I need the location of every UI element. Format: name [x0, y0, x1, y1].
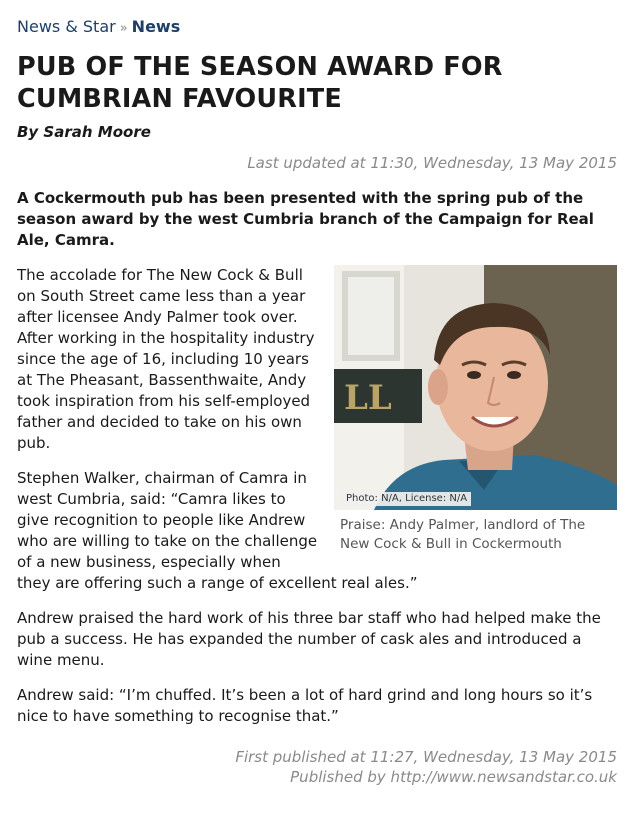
article-photo[interactable]: [334, 265, 617, 510]
breadcrumb-section-link[interactable]: News: [131, 17, 181, 36]
photo-credit-label: Photo: N/A, License: N/A: [342, 492, 471, 506]
pub-sign-text: LL: [344, 378, 392, 418]
article-paragraph: Andrew praised the hard work of his three bar staff who had helped make the pub a success. He has expanded the number of cask ales and introduced a wine menu.: [17, 609, 601, 669]
portrait-image: [334, 265, 617, 510]
publisher-credit: Published by http://www.newsandstar.co.uk: [290, 768, 617, 786]
article-page: [17, 15, 617, 787]
article-body: [17, 265, 617, 727]
article-figure: [334, 265, 617, 554]
breadcrumb: [17, 15, 617, 41]
article-paragraph: The accolade for The New Cock & Bull on South Street came less than a year after licensee Andy Palmer took over. After working in the hospitality industry since the age of 16, including 10 years at The Pheasant, Bassenthwaite, Andy took inspiration from his self-employed father and decided to take on his own pub.: [17, 266, 315, 452]
article-paragraph: Stephen Walker, chairman of Camra in west Cumbria, said: “Camra likes to give recognition to people like Andrew who are willing to take on the challenge of a new business, especially when they are offering such a range of excellent real ales.”: [17, 469, 418, 592]
article-paragraph: Andrew said: “I’m chuffed. It’s been a lot of hard grind and long hours so it’s nice to have something to recognise that.”: [17, 686, 593, 725]
article-standfirst: A Cockermouth pub has been presented with the spring pub of the season award by the west Cumbria branch of the Campaign for Real Ale, Camra.: [17, 189, 594, 249]
article-footer: [17, 747, 617, 787]
breadcrumb-site-link[interactable]: News & Star: [17, 17, 116, 36]
breadcrumb-separator: »: [119, 21, 128, 36]
photo-caption: Praise: Andy Palmer, landlord of The New Cock & Bull in Cockermouth: [340, 517, 586, 552]
last-updated-timestamp: Last updated at 11:30, Wednesday, 13 May 2015: [247, 154, 617, 172]
first-published-timestamp: First published at 11:27, Wednesday, 13 May 2015: [235, 748, 617, 766]
article-headline: PUB OF THE SEASON AWARD FOR CUMBRIAN FAVOURITE: [17, 52, 503, 114]
article-byline: By Sarah Moore: [17, 123, 151, 141]
